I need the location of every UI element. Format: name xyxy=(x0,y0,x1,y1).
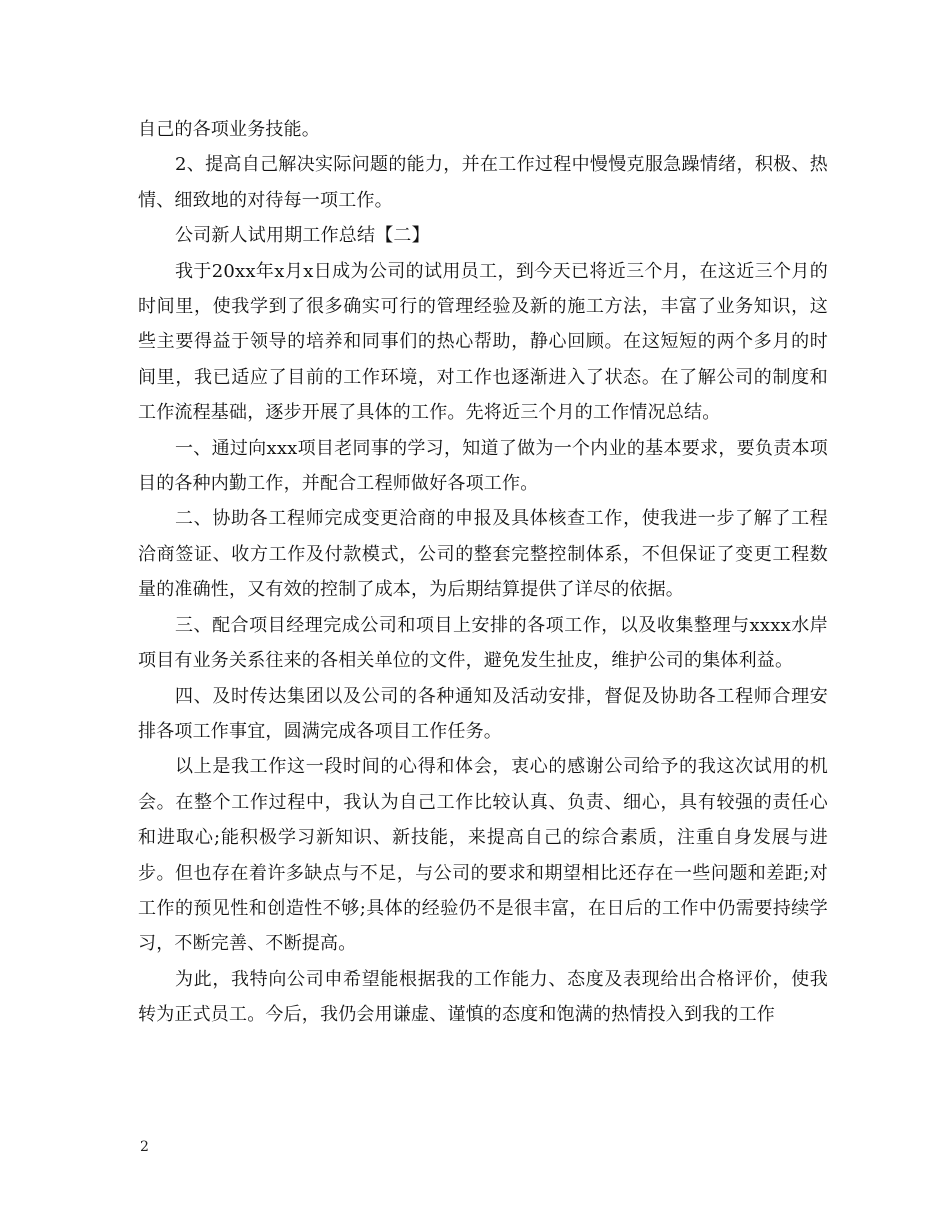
paragraph: 以上是我工作这一段时间的心得和体会，衷心的感谢公司给予的我这次试用的机会。在整个工作过程中，我认为自己工作比较认真、负责、细心，具有较强的责任心和进取心;能积极学习新知识、新技能，来提高自己的综合素质，注重自身发展与进步。但也存在着许多缺点与不足，与公司的要求和期望相比还存在一些问题和差距;对工作的预见性和创造性不够;具体的经验仍不是很丰富，在日后的工作中仍需要持续学习，不断完善、不断提高。 xyxy=(138,756,828,955)
paragraph: 2、提高自己解决实际问题的能力，并在工作过程中慢慢克服急躁情绪，积极、热情、细致地的对待每一项工作。 xyxy=(138,154,828,211)
paragraph: 四、及时传达集团以及公司的各种通知及活动安排，督促及协助各工程师合理安排各项工作事宜，圆满完成各项目工作任务。 xyxy=(138,685,828,742)
paragraph: 二、协助各工程师完成变更洽商的申报及具体核查工作，使我进一步了解了工程洽商签证、收方工作及付款模式，公司的整套完整控制体系，不但保证了变更工程数量的准确性，又有效的控制了成本，为后期结算提供了详尽的依据。 xyxy=(138,508,828,601)
paragraph: 为此，我特向公司申希望能根据我的工作能力、态度及表现给出合格评价，使我转为正式员工。今后，我仍会用谦虚、谨慎的态度和饱满的热情投入到我的工作 xyxy=(138,968,828,1026)
paragraph: 一、通过向xxx项目老同事的学习，知道了做为一个内业的基本要求，要负责本项目的各种内勤工作，并配合工程师做好各项工作。 xyxy=(138,437,828,495)
paragraph: 我于20xx年x月x日成为公司的试用员工，到今天已将近三个月，在这近三个月的时间里，使我学到了很多确实可行的管理经验及新的施工方法，丰富了业务知识，这些主要得益于领导的培养和同事们的热心帮助，静心回顾。在这短短的两个多月的时间里，我已适应了目前的工作环境，对工作也逐渐进入了状态。在了解公司的制度和工作流程基础，逐步开展了具体的工作。先将近三个月的工作情况总结。 xyxy=(138,260,828,424)
paragraph: 自己的各项业务技能。 xyxy=(138,119,320,140)
document-body xyxy=(138,112,828,1033)
page-number: 2 xyxy=(140,1139,149,1155)
paragraph: 三、配合项目经理完成公司和项目上安排的各项工作，以及收集整理与xxxx水岸项目有业务关系往来的各相关单位的文件，避免发生扯皮，维护公司的集体利益。 xyxy=(138,614,828,672)
section-heading: 公司新人试用期工作总结【二】 xyxy=(175,225,430,247)
